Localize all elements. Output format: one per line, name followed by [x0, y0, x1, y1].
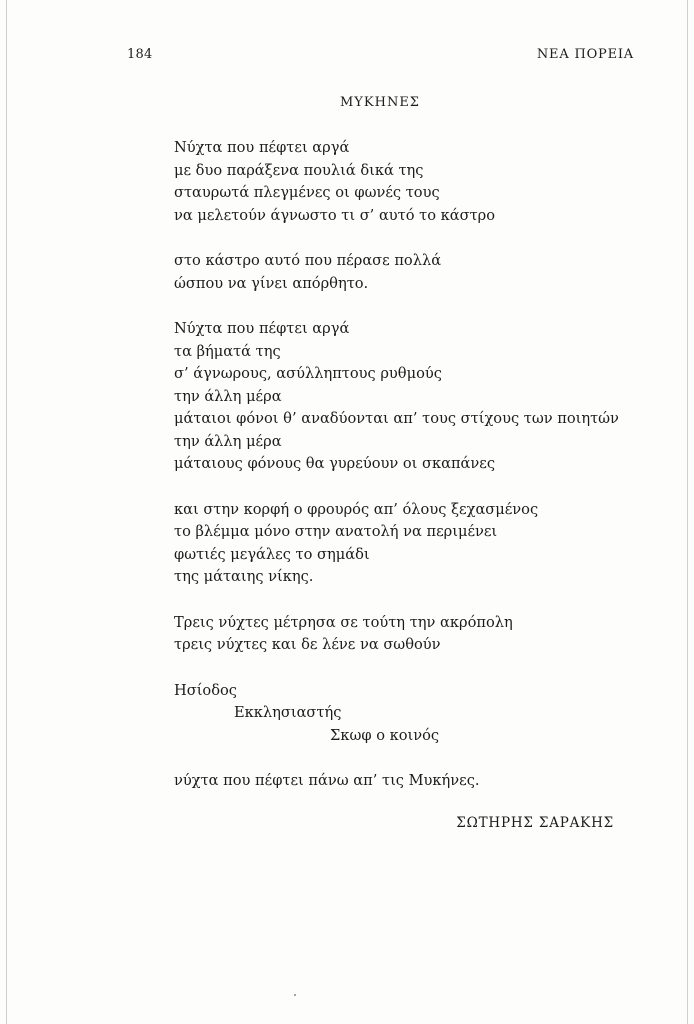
poem-line: να μελετούν άγνωστο τι σ’ αυτό το κάστρο	[174, 206, 496, 224]
poem-line: μάταιους φόνους θα γυρεύουν οι σκαπάνες	[174, 455, 495, 472]
poem-line: Τρεις νύχτες μέτρησα σε τούτη την ακρόπολη	[174, 613, 513, 631]
poem-title: ΜΥΚΗΝΕΣ	[340, 95, 420, 110]
poem-line: την άλλη μέρα	[174, 387, 282, 405]
stanza-4	[174, 499, 644, 589]
poem-line: σταυρωτά πλεγμένες οι φωνές τους	[174, 184, 440, 201]
stanza-5	[174, 612, 644, 657]
paper-speck	[294, 994, 296, 996]
page-number: 184	[127, 47, 153, 62]
names-cascade	[174, 680, 644, 748]
author-signature: ΣΩΤΗΡΗΣ ΣΑΡΑΚΗΣ	[456, 815, 614, 831]
stanza-1	[174, 137, 644, 227]
poem-line: της μάταιης νίκης.	[174, 568, 314, 585]
name-third: Σκωφ ο κοινός	[330, 726, 440, 744]
poem-line: Νύχτα που πέφτει αργά	[174, 320, 350, 337]
final-line: νύχτα που πέφτει πάνω απ’ τις Μυκήνες.	[174, 772, 480, 789]
name-hesiod: Ησίοδος	[174, 681, 237, 699]
poem-line: στο κάστρο αυτό που πέρασε πολλά	[174, 252, 442, 269]
poem-line: τρεις νύχτες και δε λένε να σωθούν	[174, 636, 441, 653]
page-edge-left	[6, 0, 7, 1024]
poem-line: σ’ άγνωρους, ασύλληπτους ρυθμούς	[174, 365, 442, 382]
stanza-3	[174, 318, 644, 476]
poem-line: την άλλη μέρα	[174, 432, 282, 450]
poem-line: φωτιές μεγάλες το σημάδι	[174, 545, 370, 563]
poem-line: ώσπου να γίνει απόρθητο.	[174, 274, 369, 292]
poem-line: με δυο παράξενα πουλιά δικά της	[174, 161, 424, 179]
stanza-2	[174, 250, 644, 295]
poem-body	[174, 137, 644, 793]
poem-line: το βλέμμα μόνο στην ανατολή να περιμένει	[174, 523, 498, 540]
name-ecclesiastes: Εκκλησιαστής	[234, 704, 342, 721]
poem-line: Νύχτα που πέφτει αργά	[174, 139, 350, 156]
poem-line: και στην κορφή ο φρουρός απ’ όλους ξεχασμένος	[174, 500, 539, 518]
page-edge-right	[687, 0, 688, 1024]
running-head: ΝΕΑ ΠΟΡΕΙΑ	[536, 47, 634, 62]
poem-line: τα βήματά της	[174, 342, 281, 360]
poem-line: μάταιοι φόνοι θ’ αναδύονται απ’ τους στίχους των ποιητών	[174, 410, 619, 427]
